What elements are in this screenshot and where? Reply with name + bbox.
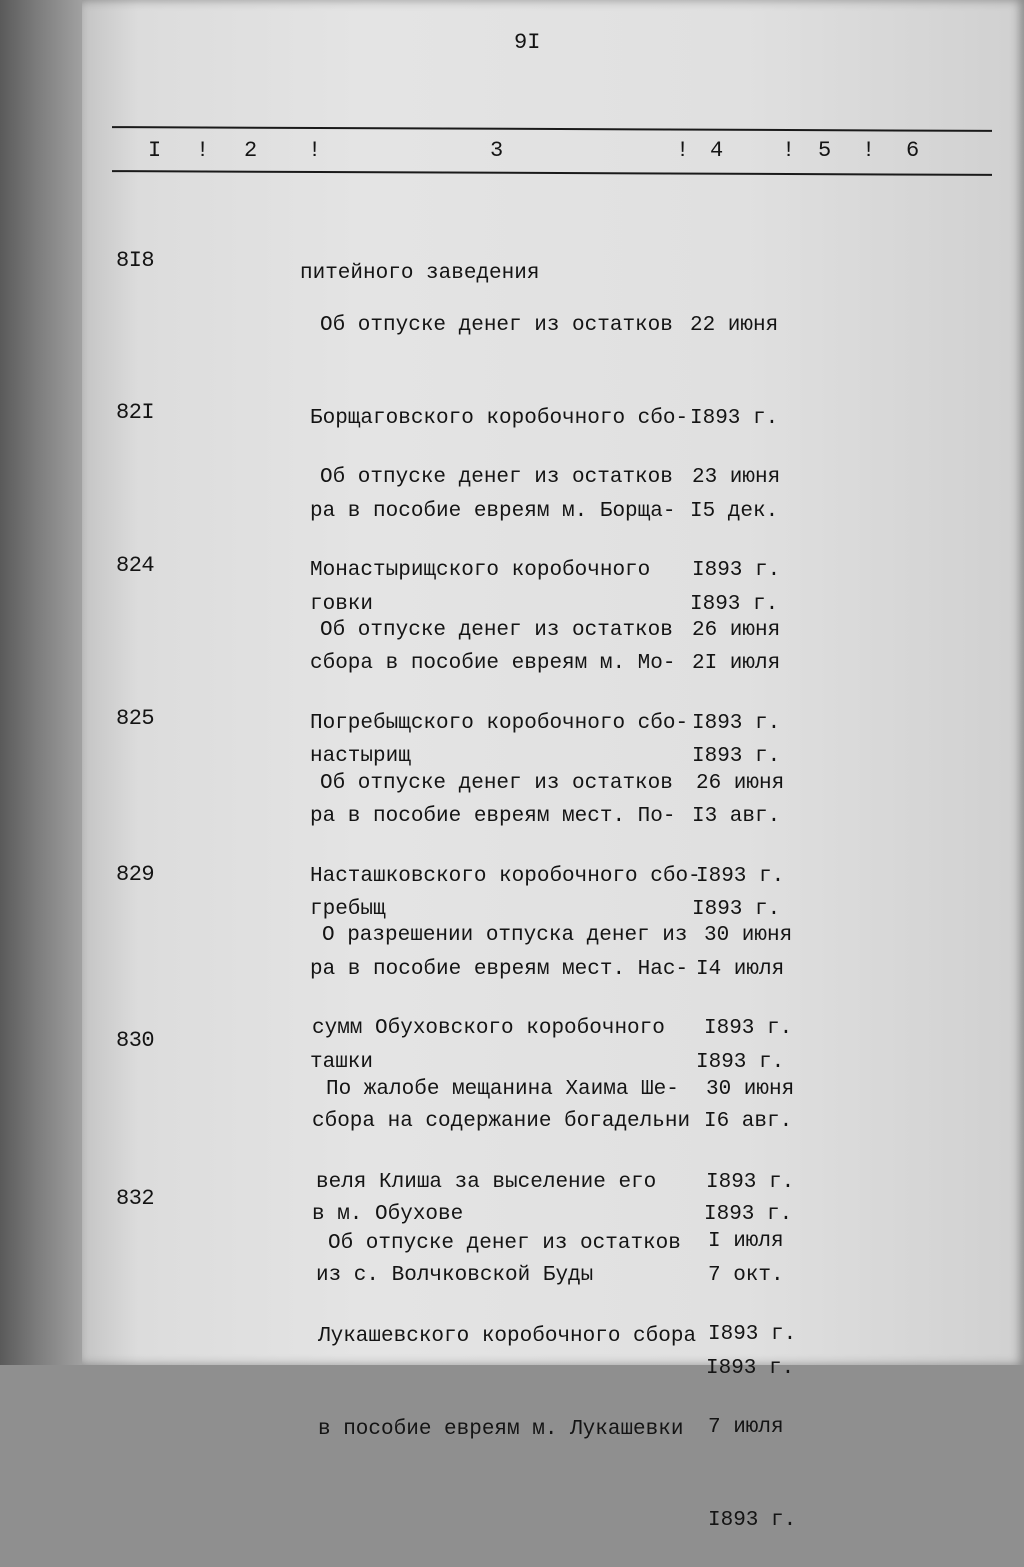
entry-description [318,1166,696,1476]
date-line: I3 авг. [692,805,781,828]
description-line: Об отпуске денег из остатков [320,772,673,795]
date-line: I893 г. [692,712,781,735]
description-line: Монастырищского коробочного [310,559,651,582]
date-line: 30 июня [704,924,793,947]
col-header-1: I [148,138,162,163]
date-line: 30 июня [706,1078,795,1101]
description-line: гребыщ [310,898,386,921]
date-line: I893 г. [704,1203,793,1226]
col-header-6: 6 [906,138,920,163]
entry-dates [708,1164,796,1567]
date-line: 2I июля [692,652,781,675]
col-header-2: 2 [244,138,258,163]
description-line: сумм Обуховского коробочного [312,1017,665,1040]
date-line: 7 окт. [708,1264,784,1287]
page-number: 9I [514,30,541,55]
entry-number: 832 [116,1186,155,1211]
entry-number: 82I [116,400,155,425]
col-header-4: 4 [710,138,724,163]
date-line: I893 г. [692,898,781,921]
description-line: питейного заведения [300,262,540,285]
description-line: веля Клиша за выселение его [316,1171,657,1194]
description-line: Об отпуске денег из остатков [320,619,673,642]
col-separator: ! [782,138,796,163]
description-line: Об отпуске денег из остатков [320,466,673,489]
date-line: 22 июня [690,314,779,337]
description-line: в м. Обухове [312,1203,464,1226]
date-line: 26 июня [696,772,785,795]
description-line: ра в пособие евреям мест. По- [310,805,676,828]
date-line: I4 июля [696,958,785,981]
col-header-5: 5 [818,138,832,163]
date-line: I893 г. [708,1509,797,1532]
date-line: I893 г. [690,407,779,430]
col-separator: ! [196,138,210,163]
description-line: Борщаговского коробочного сбо- [310,407,689,430]
date-line: I893 г. [692,559,781,582]
date-line: 7 июля [708,1416,784,1439]
entry-number: 824 [116,553,155,578]
description-line: По жалобе мещанина Хаима Ше- [326,1078,679,1101]
col-separator: ! [676,138,690,163]
description-line: ра в пособие евреям м. Борща- [310,500,676,523]
description-line: Лукашевского коробочного сбора [318,1325,697,1348]
description-line: ра в пособие евреям мест. Нас- [310,958,689,981]
date-line: I июля [708,1230,784,1253]
date-line: I893 г. [708,1323,797,1346]
col-separator: ! [862,138,876,163]
date-line: I893 г. [706,1357,795,1380]
description-line: Об отпуске денег из остатков [328,1232,681,1255]
description-line: в пособие евреям м. Лукашевки [318,1418,684,1441]
description-line: Погребыщского коробочного сбо- [310,712,689,735]
col-header-3: 3 [490,138,504,163]
description-line: сбора в пособие евреям м. Мо- [310,652,676,675]
date-line: I893 г. [706,1171,795,1194]
date-line: I6 авг. [704,1110,793,1133]
date-line: I5 дек. [690,500,779,523]
date-line: I893 г. [692,745,781,768]
date-line: I893 г. [704,1017,793,1040]
entry-number: 830 [116,1028,155,1053]
description-line: сбора на содержание богадельни [312,1110,691,1133]
description-line: Об отпуске денег из остатков [320,314,673,337]
book-binding-shadow [0,0,92,1365]
description-line: О разрешении отпуска денег из [322,924,688,947]
description-line: ташки [310,1051,374,1074]
entry-number: 829 [116,862,155,887]
date-line: 26 июня [692,619,781,642]
description-line: говки [310,593,374,616]
date-line: 23 июня [692,466,781,489]
date-line: I893 г. [690,593,779,616]
date-line: I893 г. [696,1051,785,1074]
description-line: Насташковского коробочного сбо- [310,865,701,888]
col-separator: ! [308,138,322,163]
entry-number: 8I8 [116,248,155,273]
entry-number: 825 [116,706,155,731]
date-line: I893 г. [696,865,785,888]
description-line: настырищ [310,745,411,768]
description-line: из с. Волчковской Буды [316,1264,594,1287]
